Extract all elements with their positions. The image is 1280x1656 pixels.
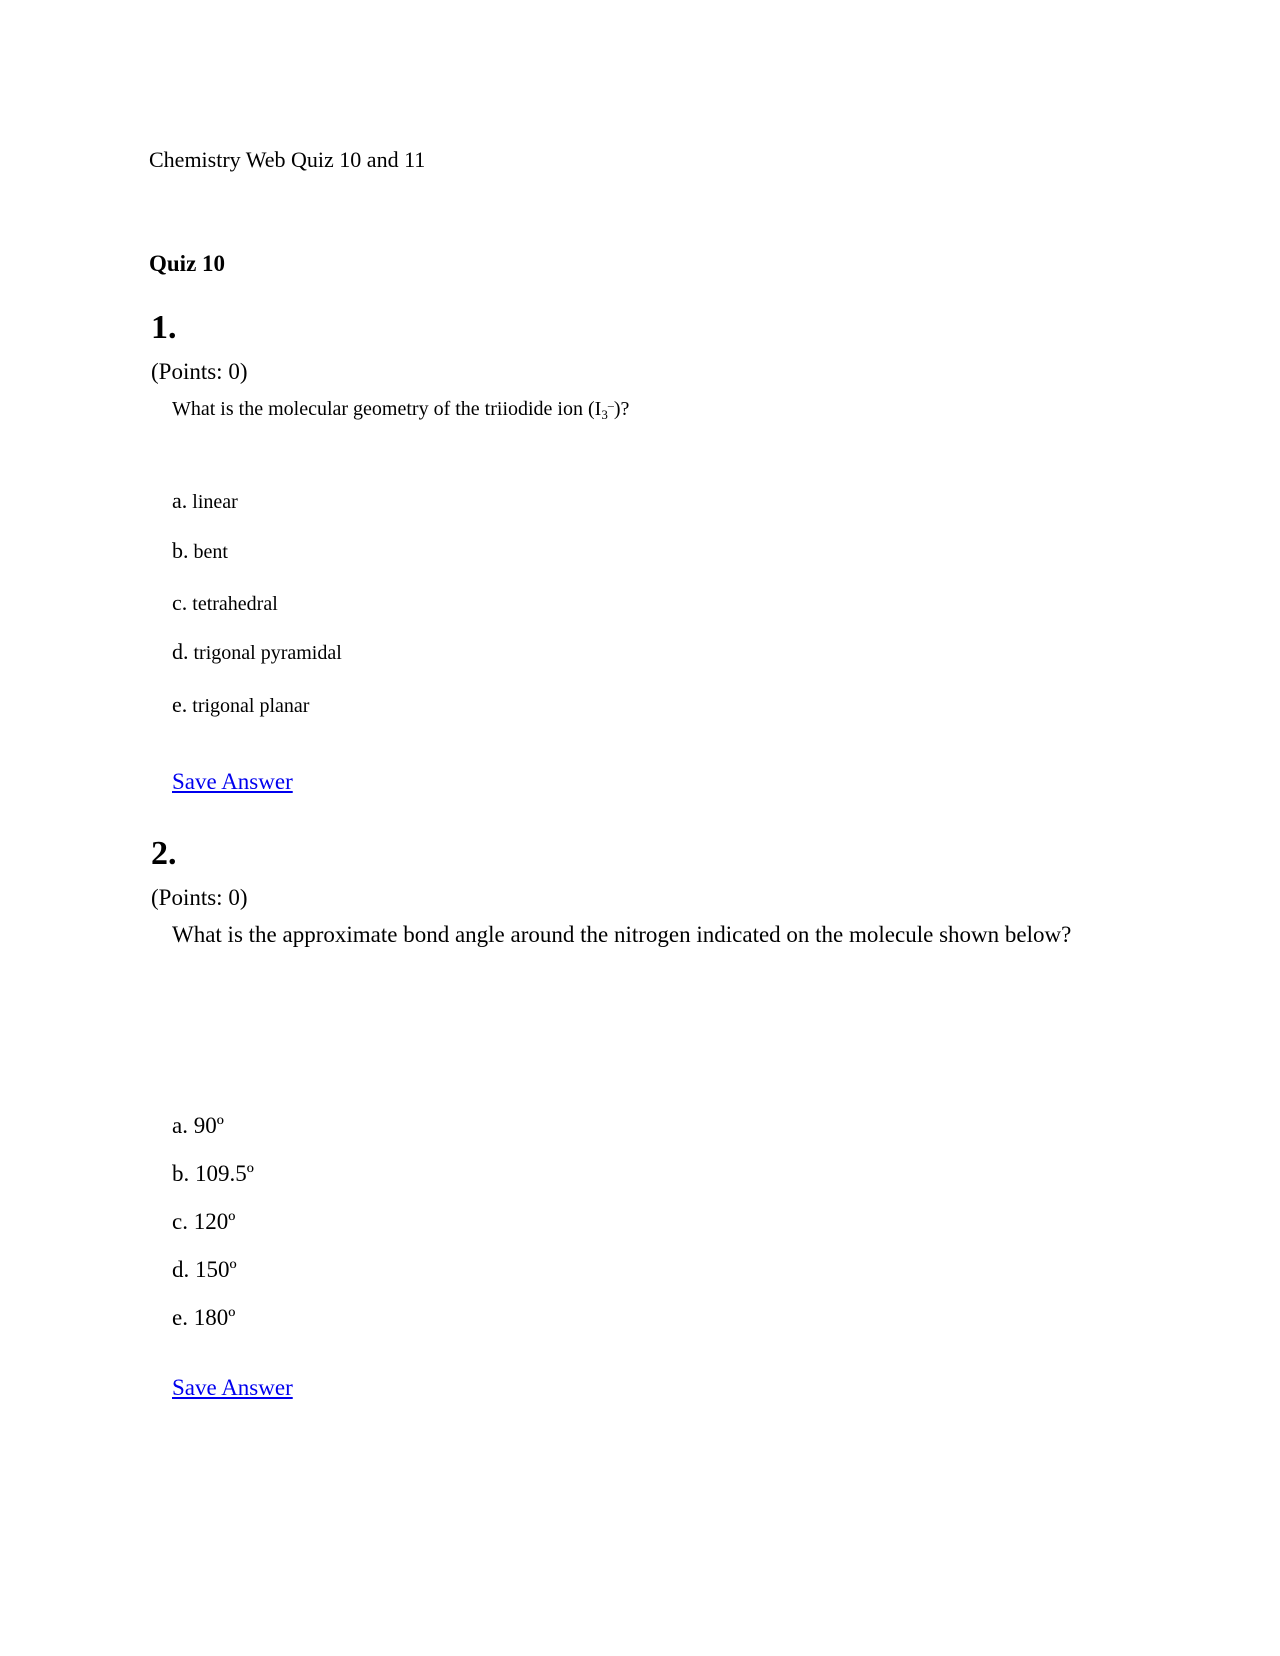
choice-text: trigonal pyramidal: [193, 642, 342, 664]
choice-text: trigonal planar: [192, 695, 310, 717]
question-points: (Points: 0): [151, 885, 248, 910]
question-number: 2.: [151, 835, 177, 872]
choice-letter: b.: [172, 538, 189, 563]
question-points: (Points: 0): [151, 359, 248, 384]
question-text-part: )?: [613, 398, 630, 420]
answer-choice-b[interactable]: [172, 1160, 254, 1188]
choice-letter: d.: [172, 1257, 190, 1282]
choice-letter: c.: [172, 590, 188, 615]
choice-letter: e.: [172, 1305, 188, 1330]
choice-letter: e.: [172, 692, 188, 717]
choice-text: 90º: [193, 1113, 224, 1138]
question-number: 1.: [151, 309, 177, 346]
choice-letter: c.: [172, 1209, 188, 1234]
question-text: What is the approximate bond angle around the nitrogen indicated on the molecule shown below?: [172, 922, 1072, 947]
answer-choice-b[interactable]: [172, 538, 228, 565]
subscript: 3: [601, 407, 608, 422]
choice-text: 109.5º: [195, 1161, 254, 1186]
answer-choice-a[interactable]: [172, 1112, 224, 1140]
save-answer-link[interactable]: Save Answer: [172, 1375, 293, 1400]
question-text-part: What is the molecular geometry of the triiodide ion (I: [172, 398, 602, 420]
answer-choice-e[interactable]: [172, 692, 309, 719]
save-answer-link[interactable]: Save Answer: [172, 769, 293, 794]
answer-choice-e[interactable]: [172, 1304, 235, 1332]
superscript: –: [607, 398, 614, 412]
answer-choice-a[interactable]: [172, 488, 238, 515]
answer-choice-d[interactable]: [172, 639, 342, 666]
answer-choice-c[interactable]: [172, 590, 278, 617]
answer-choice-d[interactable]: [172, 1256, 237, 1284]
choice-letter: a.: [172, 1113, 188, 1138]
question-text: [172, 392, 629, 428]
answer-choice-c[interactable]: [172, 1208, 235, 1236]
choice-text: 180º: [193, 1305, 236, 1330]
choice-text: bent: [193, 541, 228, 563]
choice-text: linear: [192, 491, 238, 513]
choice-letter: b.: [172, 1161, 190, 1186]
quiz-heading: Quiz 10: [149, 251, 226, 276]
choice-text: tetrahedral: [192, 593, 278, 615]
choice-text: 120º: [193, 1209, 236, 1234]
choice-letter: d.: [172, 639, 189, 664]
choice-letter: a.: [172, 488, 188, 513]
choice-text: 150º: [195, 1257, 237, 1282]
document-title: Chemistry Web Quiz 10 and 11: [149, 147, 426, 172]
